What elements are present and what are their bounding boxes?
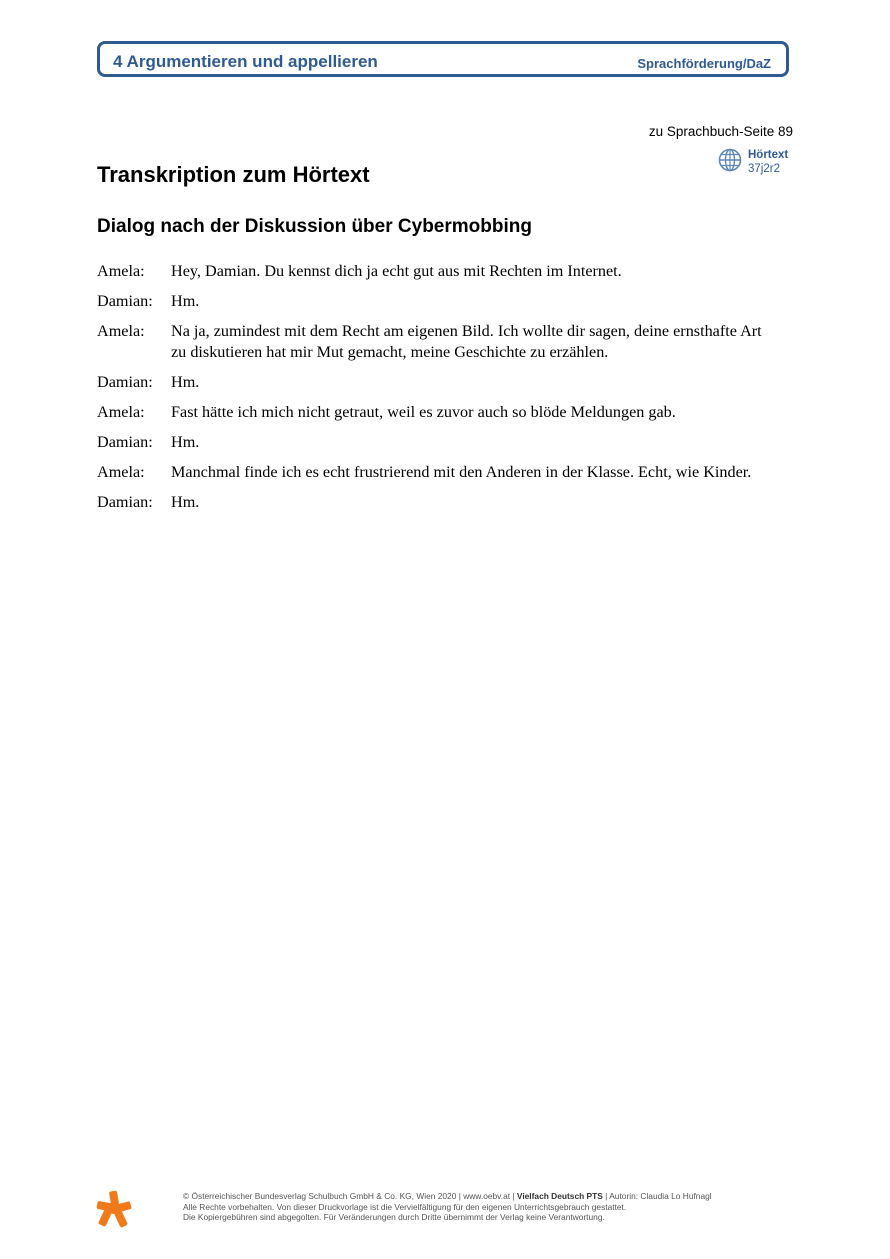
dialog-line <box>97 432 777 453</box>
speaker-name: Amela: <box>97 403 145 421</box>
dialog-line <box>97 492 777 513</box>
speaker-name: Damian: <box>97 373 153 391</box>
section-title: Dialog nach der Diskussion über Cybermobbing <box>97 216 532 237</box>
speaker-name: Amela: <box>97 463 145 481</box>
audio-label: Hörtext <box>748 149 789 161</box>
dialog-text: Hey, Damian. Du kennst dich ja echt gut aus mit Rechten im Internet. <box>171 262 622 280</box>
dialog-text: Manchmal finde ich es echt frustrierend mit den Anderen in der Klasse. Echt, wie Kinder. <box>171 463 752 481</box>
dialog-text: Hm. <box>171 373 200 391</box>
audio-code: 37j2r2 <box>748 163 780 175</box>
speaker-name: Damian: <box>97 493 153 511</box>
audio-link[interactable] <box>718 148 798 178</box>
dialog-text: Hm. <box>171 433 200 451</box>
dialog-text: Fast hätte ich mich nicht getraut, weil es zuvor auch so blöde Meldungen gab. <box>171 403 676 421</box>
dialog-line <box>97 261 777 282</box>
dialog-line <box>97 402 777 423</box>
speaker-name: Amela: <box>97 262 145 280</box>
footer-line1-suffix: | Autorin: Claudia Lo Hufnagl <box>602 1191 712 1201</box>
footer-book-title: Vielfach Deutsch PTS <box>516 1191 603 1201</box>
publisher-logo-icon <box>95 1190 133 1228</box>
dialog-text: Na ja, zumindest mit dem Recht am eigenen Bild. Ich wollte dir sagen, deine ernsthafte Art zu diskutieren hat mir Mut gemacht, meine Geschichte zu erzählen. <box>171 322 762 361</box>
dialog-text: Hm. <box>171 493 200 511</box>
footer-line3: Die Kopiergebühren sind abgegolten. Für Veränderungen durch Dritte übernimmt der Verlag keine Verantwortung. <box>183 1212 605 1222</box>
globe-icon <box>718 148 742 172</box>
speaker-name: Damian: <box>97 292 153 310</box>
chapter-title: 4 Argumentieren und appellieren <box>113 52 378 71</box>
page-reference: zu Sprachbuch-Seite 89 <box>648 124 793 139</box>
dialog-line <box>97 321 777 363</box>
header-box <box>97 41 789 77</box>
dialog-line <box>97 462 777 483</box>
dialog-line <box>97 372 777 393</box>
page-title: Transkription zum Hörtext <box>97 162 370 187</box>
speaker-name: Damian: <box>97 433 153 451</box>
speaker-name: Amela: <box>97 322 145 340</box>
footer-line1-prefix: © Österreichischer Bundesverlag Schulbuch GmbH & Co. KG, Wien 2020 | www.oebv.at | <box>183 1191 517 1201</box>
dialog-text: Hm. <box>171 292 200 310</box>
dialog-transcript <box>97 261 777 522</box>
category-label: Sprachförderung/DaZ <box>637 56 771 71</box>
footer-copyright <box>183 1191 712 1223</box>
footer-line2: Alle Rechte vorbehalten. Von dieser Druckvorlage ist die Vervielfältigung für den eigenen Unterrichtsgebrauch gestattet. <box>183 1201 627 1212</box>
dialog-line <box>97 291 777 312</box>
